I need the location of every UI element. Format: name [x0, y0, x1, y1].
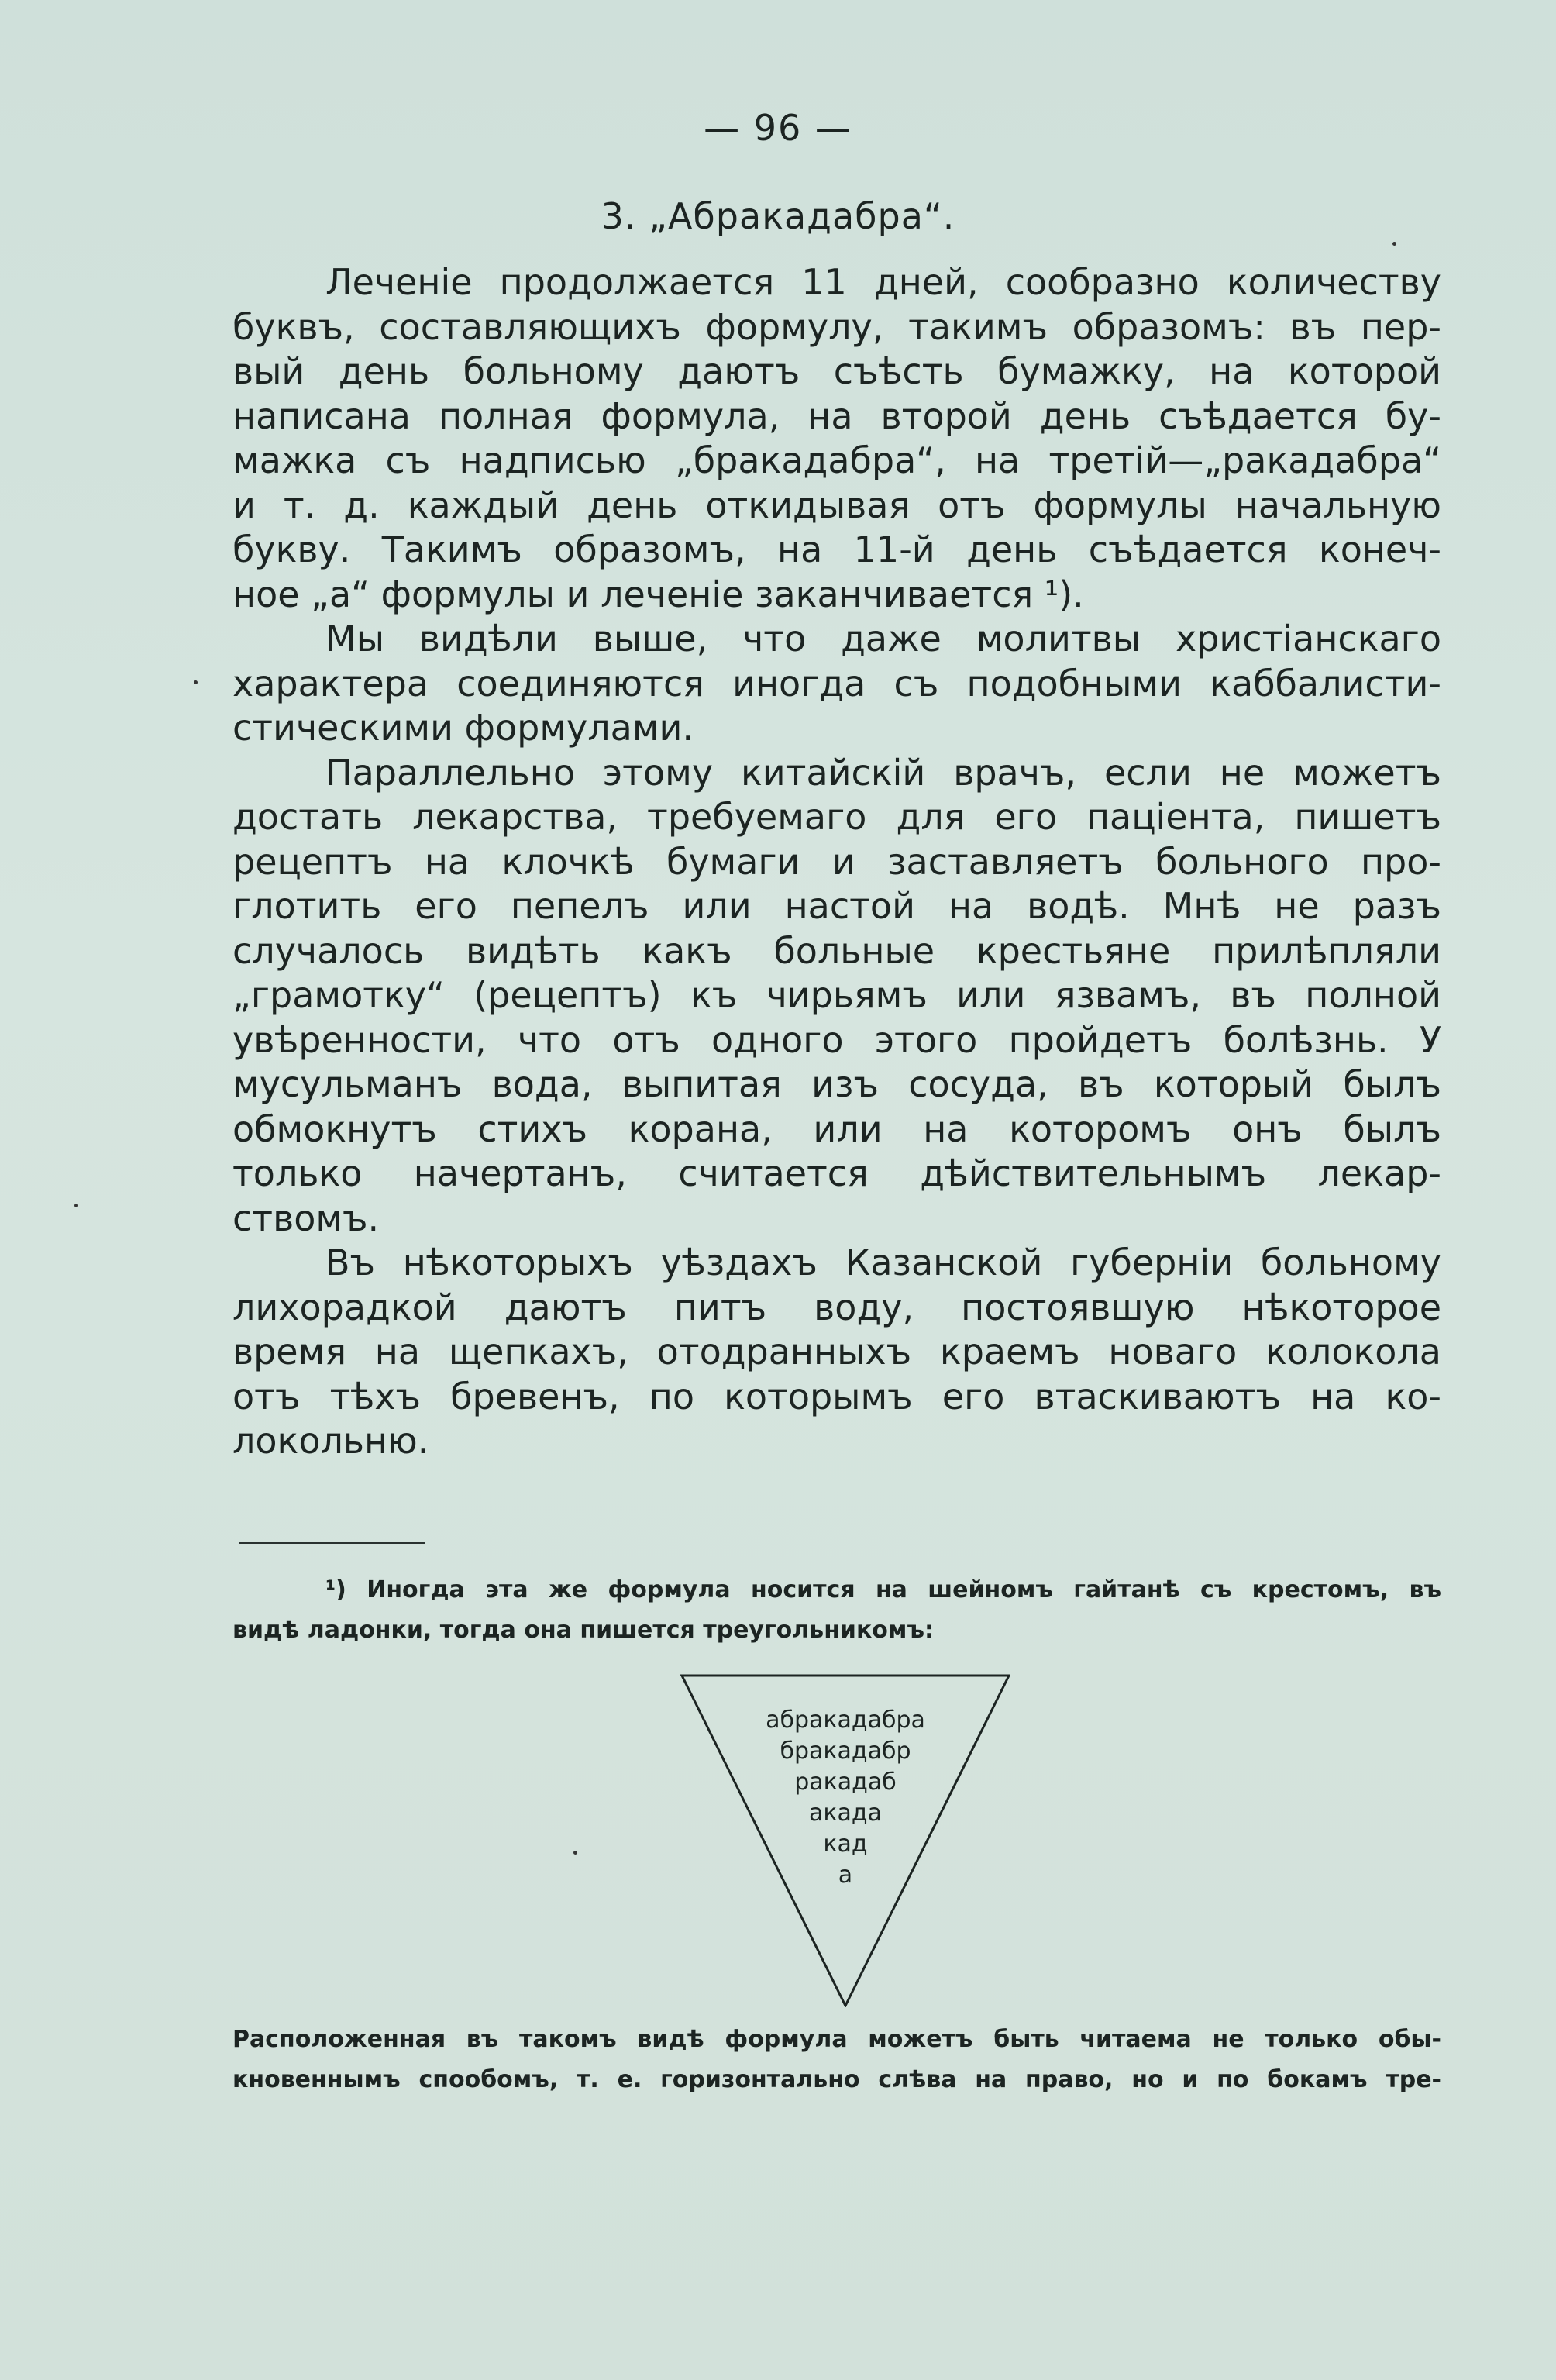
- text-line: увѣренности, что отъ одного этого пройдетъ болѣзнь. У: [232, 1018, 1441, 1061]
- text-line: вый день больному даютъ съѣсть бумажку, на которой: [232, 350, 1441, 392]
- paragraph-3: [232, 751, 1441, 1242]
- text-line: ствомъ.: [232, 1197, 380, 1239]
- text-line: отъ тѣхъ бревенъ, по которымъ его втаскиваютъ на ко-: [232, 1375, 1441, 1417]
- print-speck: [1392, 242, 1396, 246]
- text-line: Параллельно этому китайскій врачъ, если не можетъ: [325, 751, 1441, 794]
- text-line: рецептъ на клочкѣ бумаги и заставляетъ больного про-: [232, 840, 1441, 883]
- paragraph-1: [232, 260, 1441, 617]
- text-line: „грамотку“ (рецептъ) къ чирьямъ или язвамъ, въ полной: [232, 974, 1441, 1016]
- footnote-line: видѣ ладонки, тогда она пишется треугольникомъ:: [232, 1617, 934, 1644]
- text-line: характера соединяются иногда съ подобными каббалисти-: [232, 662, 1441, 704]
- text-line: случалось видѣть какъ больные крестьяне прилѣпляли: [232, 929, 1441, 972]
- formula-line: а: [838, 1862, 853, 1889]
- text-line: Леченіе продолжается 11 дней, сообразно количеству: [325, 261, 1441, 303]
- section-title: 3. „Абракадабра“.: [601, 195, 955, 237]
- footnote: [232, 1570, 1441, 1651]
- text-line: глотить его пепелъ или настой на водѣ. Мнѣ не разъ: [232, 885, 1441, 927]
- formula-line: абракадабра: [766, 1707, 925, 1734]
- triangle-formula: [680, 1705, 1010, 1891]
- print-speck: [573, 1851, 577, 1855]
- text-line: ное „а“ формулы и леченіе заканчивается ¹).: [232, 573, 1084, 615]
- text-line: буквъ, составляющихъ формулу, такимъ образомъ: въ пер-: [232, 305, 1441, 348]
- text-line: Въ нѣкоторыхъ уѣздахъ Казанской губерніи больному: [325, 1242, 1441, 1283]
- text-line: стическими формулами.: [232, 707, 694, 749]
- text-line: Мы видѣли выше, что даже молитвы христіанскаго: [325, 618, 1441, 660]
- paragraph-2: [232, 617, 1441, 751]
- text-line: время на щепкахъ, отодранныхъ краемъ новаго колокола: [232, 1331, 1441, 1373]
- formula-line: акада: [808, 1800, 882, 1827]
- footnote-separator: [239, 1542, 425, 1544]
- paragraph-4: [232, 1241, 1441, 1464]
- footnote-line: Расположенная въ такомъ видѣ формула можетъ быть читаема не только обы-: [232, 2026, 1441, 2053]
- formula-line: кад: [823, 1831, 868, 1858]
- formula-line: бракадабр: [780, 1738, 911, 1765]
- text-line: мусульманъ вода, выпитая изъ сосуда, въ который былъ: [232, 1063, 1441, 1105]
- text-line: локольню.: [232, 1420, 429, 1462]
- footnote-continuation: [232, 2020, 1441, 2100]
- text-line: мажка съ надписью „бракадабра“, на третій—„ракадабра“: [232, 439, 1441, 481]
- text-line: лихорадкой даютъ питъ воду, постоявшую нѣкоторое: [232, 1286, 1441, 1328]
- main-text: [232, 260, 1441, 1464]
- text-line: достать лекарства, требуемаго для его паціента, пишетъ: [232, 796, 1441, 838]
- print-speck: [74, 1204, 78, 1207]
- footnote-line: ¹) Иногда эта же формула носится на шейномъ гайтанѣ съ крестомъ, въ: [325, 1576, 1441, 1603]
- text-line: и т. д. каждый день откидывая отъ формулы начальную: [232, 484, 1441, 526]
- print-speck: [194, 680, 198, 684]
- text-line: обмокнутъ стихъ корана, или на которомъ онъ былъ: [232, 1107, 1441, 1150]
- text-line: написана полная формула, на второй день съѣдается бу-: [232, 394, 1441, 437]
- formula-line: ракадаб: [794, 1769, 897, 1796]
- text-line: букву. Такимъ образомъ, на 11-й день съѣдается конеч-: [232, 529, 1441, 570]
- page-number: — 96 —: [704, 107, 852, 149]
- footnote-line: кновеннымъ спообомъ, т. е. горизонтально слѣва на право, но и по бокамъ тре-: [232, 2066, 1441, 2093]
- text-line: только начертанъ, считается дѣйствительнымъ лекар-: [232, 1152, 1441, 1194]
